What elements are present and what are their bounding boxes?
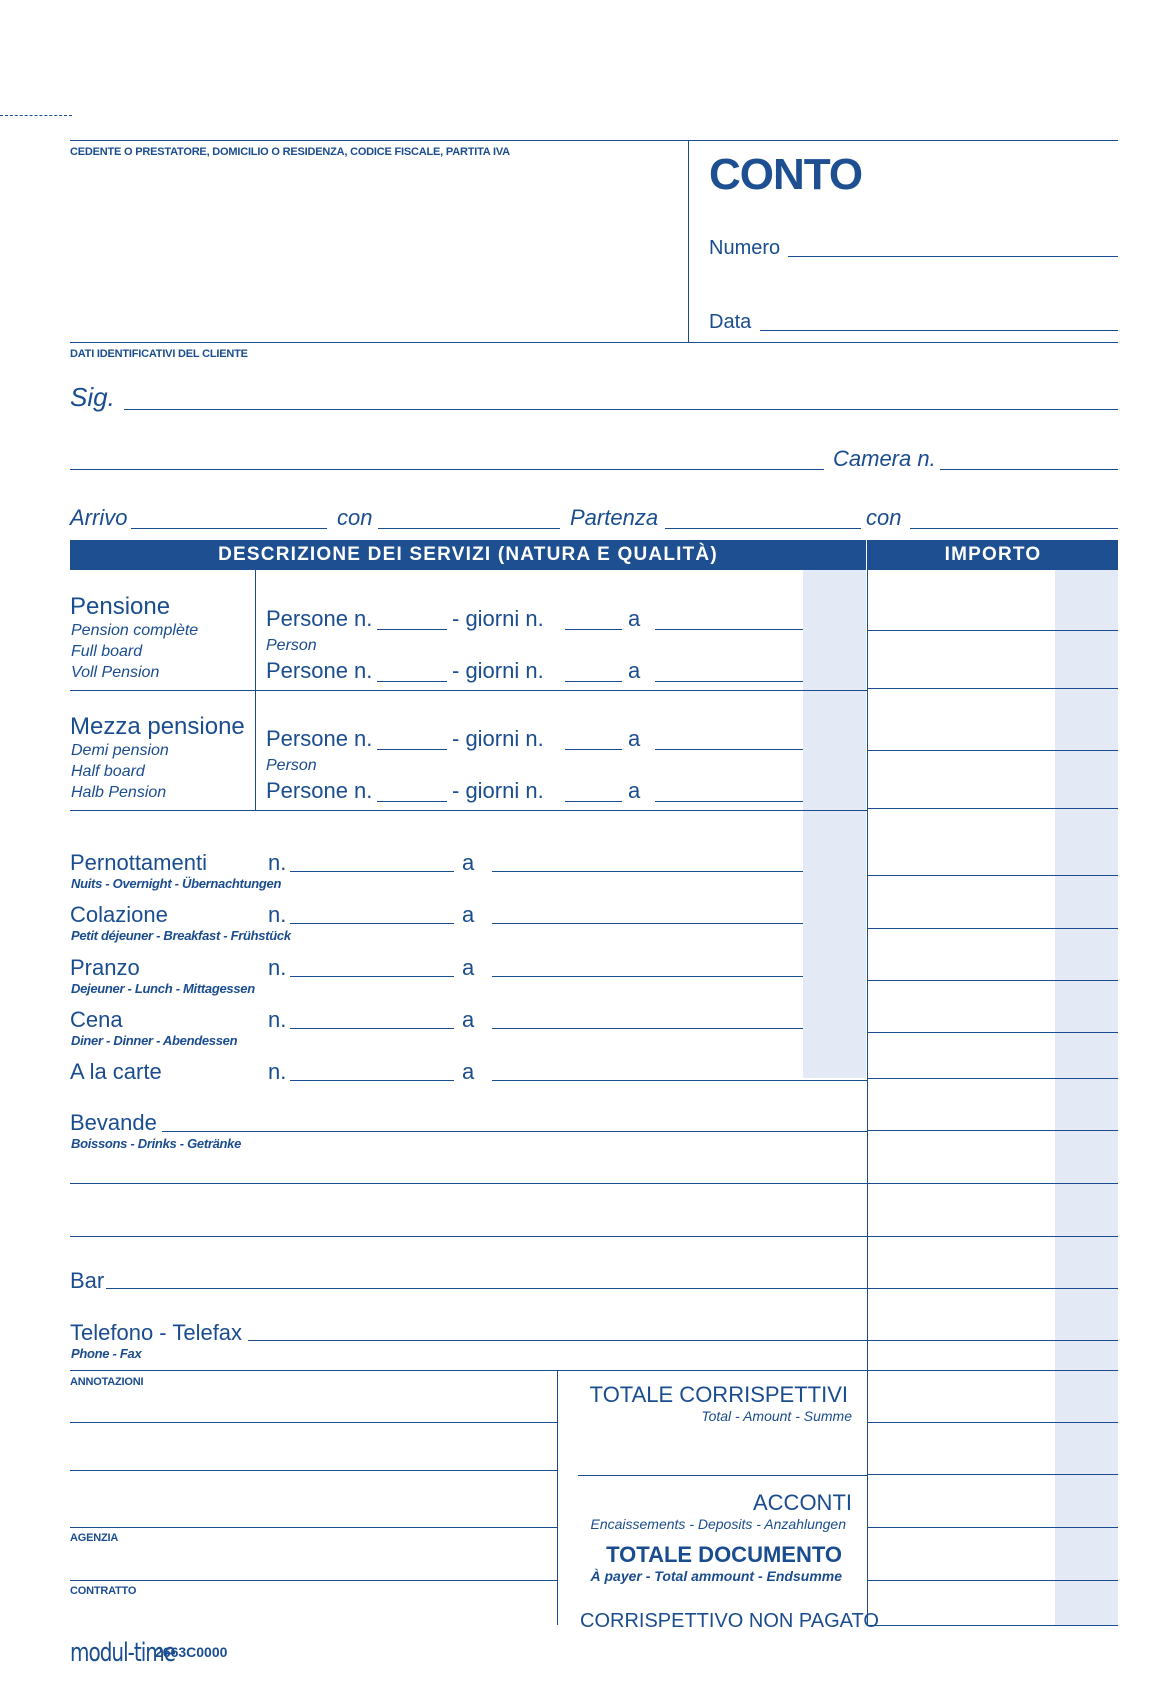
giorni-label: - giorni n. (452, 726, 544, 751)
persone-field[interactable] (377, 681, 447, 682)
client-label: DATI IDENTIFICATIVI DEL CLIENTE (70, 348, 248, 360)
table-bottom-rule (868, 1625, 1118, 1626)
amount-row[interactable] (868, 928, 1118, 929)
a-label: a (628, 726, 641, 751)
service-a-label: a (462, 902, 475, 927)
acconti-label: ACCONTI (753, 1490, 852, 1515)
service-n-field[interactable] (290, 976, 454, 977)
cut-mark (0, 115, 72, 116)
amount-row[interactable] (868, 1236, 1118, 1237)
bevande-title: Bevande (70, 1110, 157, 1135)
service-a-label: a (462, 955, 475, 980)
service-n-label: n. (268, 850, 287, 875)
arrivo-field[interactable] (131, 528, 327, 529)
amount-row[interactable] (868, 1527, 1118, 1528)
amount-row[interactable] (868, 1288, 1118, 1289)
totals-separator (578, 1475, 867, 1476)
a-field[interactable] (655, 681, 803, 682)
amount-row[interactable] (868, 1474, 1118, 1475)
amount-row[interactable] (868, 980, 1118, 981)
person-label: Person (266, 757, 317, 774)
a-label: a (628, 606, 641, 631)
service-a-label: a (462, 850, 475, 875)
sig-field[interactable] (124, 409, 1118, 410)
service-subtitle: Dejeuner - Lunch - Mittagessen (71, 981, 255, 996)
numero-label: Numero (709, 237, 781, 259)
partenza-con-field[interactable] (910, 528, 1118, 529)
service-n-field[interactable] (290, 1080, 454, 1081)
totale-documento-subtitle: À payer - Total ammount - Endsumme (590, 1568, 842, 1584)
amount-row[interactable] (868, 750, 1118, 751)
bevande-extra-field[interactable] (70, 1236, 867, 1237)
document-title: CONTO (709, 150, 863, 199)
agenzia-label: AGENZIA (70, 1532, 119, 1544)
giorni-field[interactable] (565, 629, 622, 630)
annotazioni-field[interactable] (70, 1527, 557, 1528)
bar-title: Bar (70, 1268, 105, 1293)
amount-row[interactable] (868, 630, 1118, 631)
pensione-bottom-rule (70, 690, 867, 691)
pensione-title: Pensione (70, 593, 171, 620)
amount-row[interactable] (868, 1130, 1118, 1131)
service-n-field[interactable] (290, 923, 454, 924)
description-header-text: DESCRIZIONE DEI SERVIZI (NATURA E QUALITÀ) (218, 544, 718, 565)
camera-label: Camera n. (833, 446, 936, 471)
service-n-label: n. (268, 902, 287, 927)
seller-label: CEDENTE O PRESTATORE, DOMICILIO O RESIDENZA, CODICE FISCALE, PARTITA IVA (70, 146, 510, 158)
header-divider (688, 140, 689, 342)
header-bottom-rule (70, 342, 1118, 343)
mezza-pensione-translation: Halb Pension (71, 784, 167, 801)
amount-header-text: IMPORTO (944, 544, 1042, 565)
person-label: Person (266, 637, 317, 654)
service-n-field[interactable] (290, 1028, 454, 1029)
service-a-label: a (462, 1059, 475, 1084)
description-header (70, 540, 866, 570)
mezza-pensione-translation: Demi pension (71, 742, 169, 759)
pensione-translation: Voll Pension (71, 664, 160, 681)
annotazioni-field[interactable] (70, 1470, 557, 1471)
service-subtitle: Nuits - Overnight - Übernachtungen (71, 876, 282, 891)
amount-row[interactable] (868, 1580, 1118, 1581)
amount-row[interactable] (868, 1370, 1118, 1371)
corrispettivo-non-pagato-label: CORRISPETTIVO NON PAGATO (580, 1610, 879, 1632)
persone-label: Persone n. (266, 778, 373, 803)
brand-logo: modul-time (70, 1636, 176, 1668)
service-title: A la carte (70, 1059, 162, 1084)
partenza-field[interactable] (665, 528, 861, 529)
giorni-label: - giorni n. (452, 606, 544, 631)
description-amount-shade (803, 570, 866, 1078)
arrivo-con-field[interactable] (378, 528, 560, 529)
data-label: Data (709, 311, 752, 333)
service-a-field[interactable] (492, 1028, 803, 1029)
header-top-rule (70, 140, 1118, 141)
amount-row[interactable] (868, 1078, 1118, 1079)
service-a-field[interactable] (492, 1080, 867, 1081)
telefono-subtitle: Phone - Fax (71, 1346, 142, 1361)
service-subtitle: Diner - Dinner - Abendessen (71, 1033, 238, 1048)
pensione-translation: Pension complète (71, 622, 199, 639)
amount-row[interactable] (868, 1032, 1118, 1033)
service-n-label: n. (268, 955, 287, 980)
arrivo-label: Arrivo (70, 505, 128, 530)
totale-corrispettivi-label: TOTALE CORRISPETTIVI (589, 1382, 848, 1407)
camera-field[interactable] (940, 469, 1118, 470)
service-a-label: a (462, 1007, 475, 1032)
persone-field[interactable] (377, 801, 447, 802)
a-label: a (628, 658, 641, 683)
service-a-field[interactable] (492, 923, 803, 924)
giorni-field[interactable] (565, 749, 622, 750)
persone-field[interactable] (377, 629, 447, 630)
amount-row[interactable] (868, 1340, 1118, 1341)
amount-row[interactable] (868, 808, 1118, 809)
bevande-subtitle: Boissons - Drinks - Getränke (71, 1136, 242, 1151)
footer-top-rule (70, 1370, 867, 1371)
contratto-label: CONTRATTO (70, 1585, 137, 1597)
mezza-pensione-translation: Half board (71, 763, 145, 780)
persone-label: Persone n. (266, 726, 373, 751)
sig-label: Sig. (70, 382, 115, 412)
service-a-field[interactable] (492, 871, 803, 872)
bar-field[interactable] (106, 1288, 867, 1289)
giorni-field[interactable] (565, 681, 622, 682)
amount-row[interactable] (868, 688, 1118, 689)
data-field[interactable] (760, 330, 1118, 331)
mezza-pensione-divider (255, 690, 256, 810)
arrivo-con-label: con (337, 505, 373, 530)
service-n-label: n. (268, 1059, 287, 1084)
amount-column-divider (867, 540, 868, 1625)
a-field[interactable] (655, 749, 803, 750)
bevande-field[interactable] (162, 1131, 867, 1132)
telefono-title: Telefono - Telefax (70, 1320, 243, 1345)
form-code: 2663C0000 (155, 1644, 228, 1660)
service-title: Pernottamenti (70, 850, 207, 875)
amount-row[interactable] (868, 1422, 1118, 1423)
a-field[interactable] (655, 801, 803, 802)
service-a-field[interactable] (492, 976, 803, 977)
telefono-field[interactable] (248, 1340, 867, 1341)
service-title: Colazione (70, 902, 168, 927)
service-subtitle: Petit déjeuner - Breakfast - Frühstück (71, 928, 291, 943)
annotazioni-field[interactable] (70, 1422, 557, 1423)
persone-field[interactable] (377, 749, 447, 750)
persone-label: Persone n. (266, 606, 373, 631)
persone-label: Persone n. (266, 658, 373, 683)
a-field[interactable] (655, 629, 803, 630)
numero-field[interactable] (788, 256, 1118, 257)
a-label: a (628, 778, 641, 803)
footer-divider (557, 1370, 558, 1625)
acconti-subtitle: Encaissements - Deposits - Anzahlungen (590, 1516, 846, 1532)
mezza-pensione-bottom-rule (70, 810, 867, 811)
partenza-con-label: con (866, 505, 902, 530)
mezza-pensione-title: Mezza pensione (70, 713, 245, 740)
totale-corrispettivi-subtitle: Total - Amount - Summe (701, 1408, 852, 1424)
cents-shade (1055, 570, 1118, 1625)
agenzia-field[interactable] (70, 1580, 557, 1581)
pensione-divider (255, 570, 256, 690)
amount-row[interactable] (868, 1183, 1118, 1184)
partenza-label: Partenza (570, 505, 659, 530)
client-extra-field[interactable] (70, 469, 824, 470)
service-title: Cena (70, 1007, 123, 1032)
giorni-label: - giorni n. (452, 778, 544, 803)
service-n-field[interactable] (290, 871, 454, 872)
service-n-label: n. (268, 1007, 287, 1032)
annotazioni-label: ANNOTAZIONI (70, 1376, 144, 1388)
bevande-extra-field[interactable] (70, 1183, 867, 1184)
pensione-translation: Full board (71, 643, 143, 660)
service-title: Pranzo (70, 955, 140, 980)
giorni-label: - giorni n. (452, 658, 544, 683)
totale-documento-label: TOTALE DOCUMENTO (606, 1542, 842, 1567)
giorni-field[interactable] (565, 801, 622, 802)
amount-header (868, 540, 1118, 570)
amount-row[interactable] (868, 875, 1118, 876)
